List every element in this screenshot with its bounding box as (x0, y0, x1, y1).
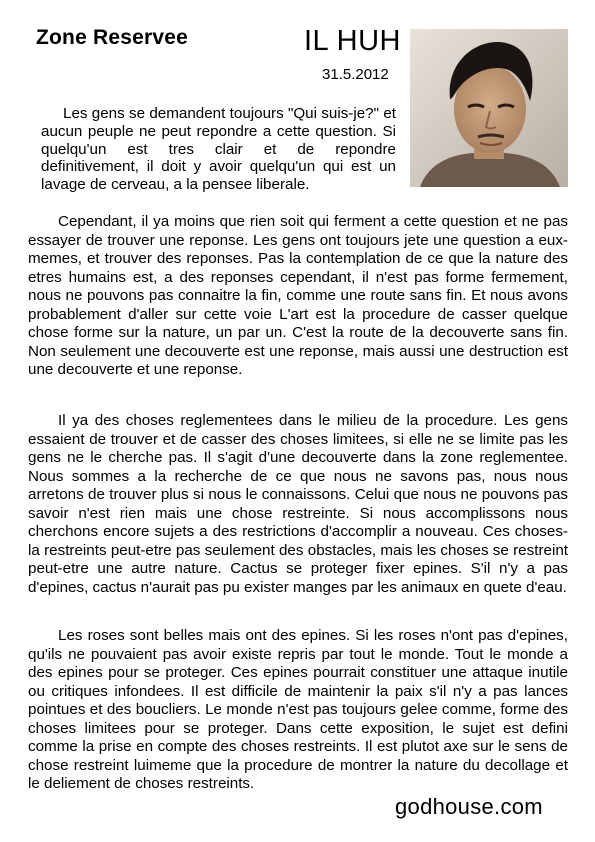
exhibition-date: 31.5.2012 (322, 66, 389, 83)
body-paragraph-1: Cependant, il ya moins que rien soit qui ferment a cette question et ne pas essayer de trouver une reponse. Les gens ont toujours jete une question a eux-memes, et trouver des reponses. Pas la contemplation de ce que la nature des etres humains est, a des reponses cependant, il n'est pas forme fermement, nous ne pouvons pas connaitre la fin, comme une route sans fin. Et nous avons probablement d'aller sur cette voie L'art est la procedure de casser quelque chose forme sur la nature, un par un. C'est la route de la decouverte sans fin. Non seulement une decouverte est une reponse, mais aussi une destruction est une decouverte et une reponse. (28, 213, 568, 378)
artist-portrait (410, 29, 568, 187)
footer-website[interactable]: godhouse.com (395, 794, 543, 819)
artist-name: IL HUH (304, 25, 401, 57)
page-title: Zone Reservee (36, 26, 189, 49)
intro-paragraph: Les gens se demandent toujours "Qui suis-je?" et aucun peuple ne peut repondre a cette question. Si quelqu'un est tres clair et de repondre definitivement, il doit y avoir quelqu'un qui est un lavage de cerveau, a la pensee liberale. (41, 105, 396, 194)
body-paragraph-2: Il ya des choses reglementees dans le milieu de la procedure. Les gens essaient de trouver et de casser des choses limitees, si elle ne se limite pas les gens ne le cherche pas. Il s'agit d'une decouverte dans la zone reglementee. Nous sommes a la recherche de ce que nous ne savons pas, nous nous arretons de trouver plus si nous le connaissons. Celui que nous ne pouvons pas savoir n'est rien mais une chose restreinte. Si nous accomplissons nous cherchons encore sujets a des restrictions d'accomplir a nouveau. Ces choses-la restreints peut-etre pas seulement des obstacles, mais les choses se restreint peut-etre une autre nature. Cactus se proteger fixer epines. S'il n'y a pas d'epines, cactus n'aurait pas pu exister manges par les animaux en quete d'eau. (28, 412, 568, 596)
body-paragraph-3: Les roses sont belles mais ont des epines. Si les roses n'ont pas d'epines, qu'ils ne pouvaient pas avoir existe repris par tout le monde. Tout le monde a des epines pour se proteger. Ces epines pourrait constituer une attaque inutile ou critiques infondees. Il est difficile de maintenir la paix s'il n'y a pas lances pointues et des boucliers. Le monde n'est pas toujours gelee comme, forme des choses limitees pour se proteger. Dans cette exposition, le sujet est defini comme la prise en compte des choses restreints. Il est plutot axe sur le sens de chose restreint luimeme que la procedure de montrer la nature du decollage et le deliement de choses restreints. (28, 627, 568, 792)
